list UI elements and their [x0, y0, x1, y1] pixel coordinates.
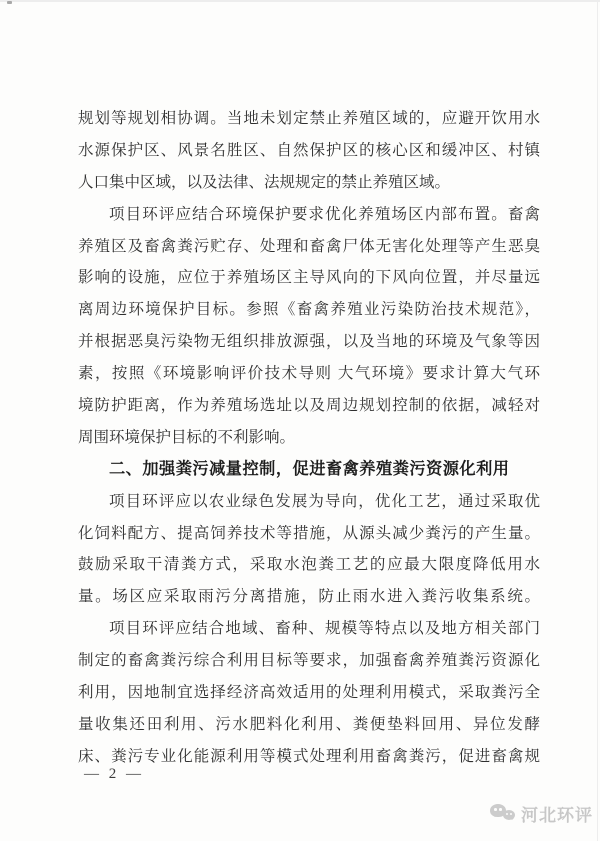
watermark	[490, 801, 593, 826]
scan-speck	[7, 1, 12, 4]
text-line: 床、粪污专业化能源利用等模式处理利用畜禽粪污，促进畜禽规	[78, 747, 540, 765]
scan-edge-right	[597, 0, 598, 841]
text-line: 项目环评应结合环境保护要求优化养殖场区内部布置。畜禽	[109, 205, 540, 223]
wechat-eye	[499, 808, 502, 811]
watermark-text: 河北环评	[521, 806, 593, 825]
text-line: 离周边环境保护目标。参照《畜禽养殖业污染防治技术规范》，	[78, 301, 540, 319]
text-line: 量收集还田利用、污水肥料化利用、粪便垫料回用、异位发酵	[78, 715, 540, 733]
text-line: 周围环境保护目标的不利影响。	[78, 428, 296, 446]
text-line: 素，按照《环境影响评价技术导则 大气环境》要求计算大气环	[78, 365, 540, 383]
text-line: 利用，因地制宜选择经济高效适用的处理利用模式，采取粪污全	[78, 684, 540, 702]
text-line: 并根据恶臭污染物无组织排放源强，以及当地的环境及气象等因	[78, 333, 540, 351]
text-line: 水源保护区、风景名胜区、自然保护区的核心区和缓冲区、村镇	[78, 141, 540, 159]
wechat-eye	[510, 813, 512, 815]
text-line: 制定的畜禽粪污综合利用目标等要求，加强畜禽养殖粪污资源化	[78, 652, 540, 670]
text-line: 养殖区及畜禽粪污贮存、处理和畜禽尸体无害化处理等产生恶臭	[78, 237, 540, 255]
scan-edge-top	[0, 0, 600, 2]
text-line: 项目环评应结合地域、畜种、规模等特点以及地方相关部门	[109, 620, 540, 638]
text-line: 影响的设施，应位于养殖场区主导风向的下风向位置，并尽量远	[78, 269, 540, 287]
section-heading: 二、加强粪污减量控制，促进畜禽养殖粪污资源化利用	[109, 459, 510, 478]
wechat-eye	[506, 813, 508, 815]
wechat-eye	[494, 808, 497, 811]
text-line: 化饲料配方、提高饲养技术等措施，从源头减少粪污的产生量。	[78, 524, 540, 542]
text-line: 鼓励采取干清粪方式，采取水泡粪工艺的应最大限度降低用水	[78, 556, 540, 574]
text-line: 境防护距离，作为养殖场选址以及周边规划控制的依据，减轻对	[78, 397, 540, 415]
text-line: 项目环评应以农业绿色发展为导向，优化工艺，通过采取优	[109, 492, 540, 510]
text-line: 量。场区应采取雨污分离措施，防止雨水进入粪污收集系统。	[78, 588, 540, 606]
wechat-bubble-small	[503, 810, 515, 820]
wechat-logo-icon	[490, 803, 517, 824]
text-line: 人口集中区域，以及法律、法规规定的禁止养殖区域。	[78, 173, 451, 191]
document-text-block	[78, 103, 540, 773]
page-number: — 2 —	[84, 766, 144, 782]
text-line: 规划等规划相协调。当地未划定禁止养殖区域的，应避开饮用水	[78, 110, 540, 127]
